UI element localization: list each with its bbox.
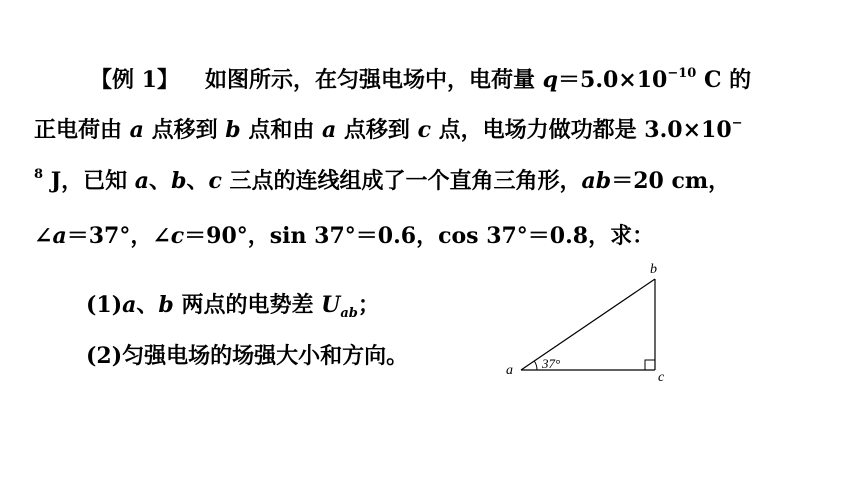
example-tag: 【例 1】	[90, 67, 179, 93]
angle-arc	[534, 361, 537, 370]
question-1: (1)a、b 两点的电势差 $U_{ab}$；	[86, 292, 380, 321]
problem-line-3: $^8$ J，已知 a、b、c 三点的连线组成了一个直角三角形，ab＝20 cm，	[34, 167, 731, 194]
vertex-c-label: c	[658, 370, 665, 383]
problem-line-1: 【例 1】 如图所示，在匀强电场中，电荷量 $q=5.0\times 10^{-10}$ C 的	[90, 66, 752, 93]
vertex-a-label: a	[506, 363, 513, 378]
question-2: (2)匀强电场的场强大小和方向。	[86, 343, 409, 369]
vertex-b-label: b	[650, 262, 657, 277]
problem-line-2: 正电荷由 a 点移到 b 点和由 a 点移到 c 点，电场力做功都是 3.0×10−	[34, 116, 743, 143]
right-triangle-figure	[500, 258, 690, 383]
angle-label: 37°	[542, 356, 561, 371]
problem-line-4: ∠a＝37°，∠c＝90°，sin 37°＝0.6，cos 37°＝0.8，求：	[34, 223, 655, 249]
right-angle-mark	[645, 360, 655, 370]
